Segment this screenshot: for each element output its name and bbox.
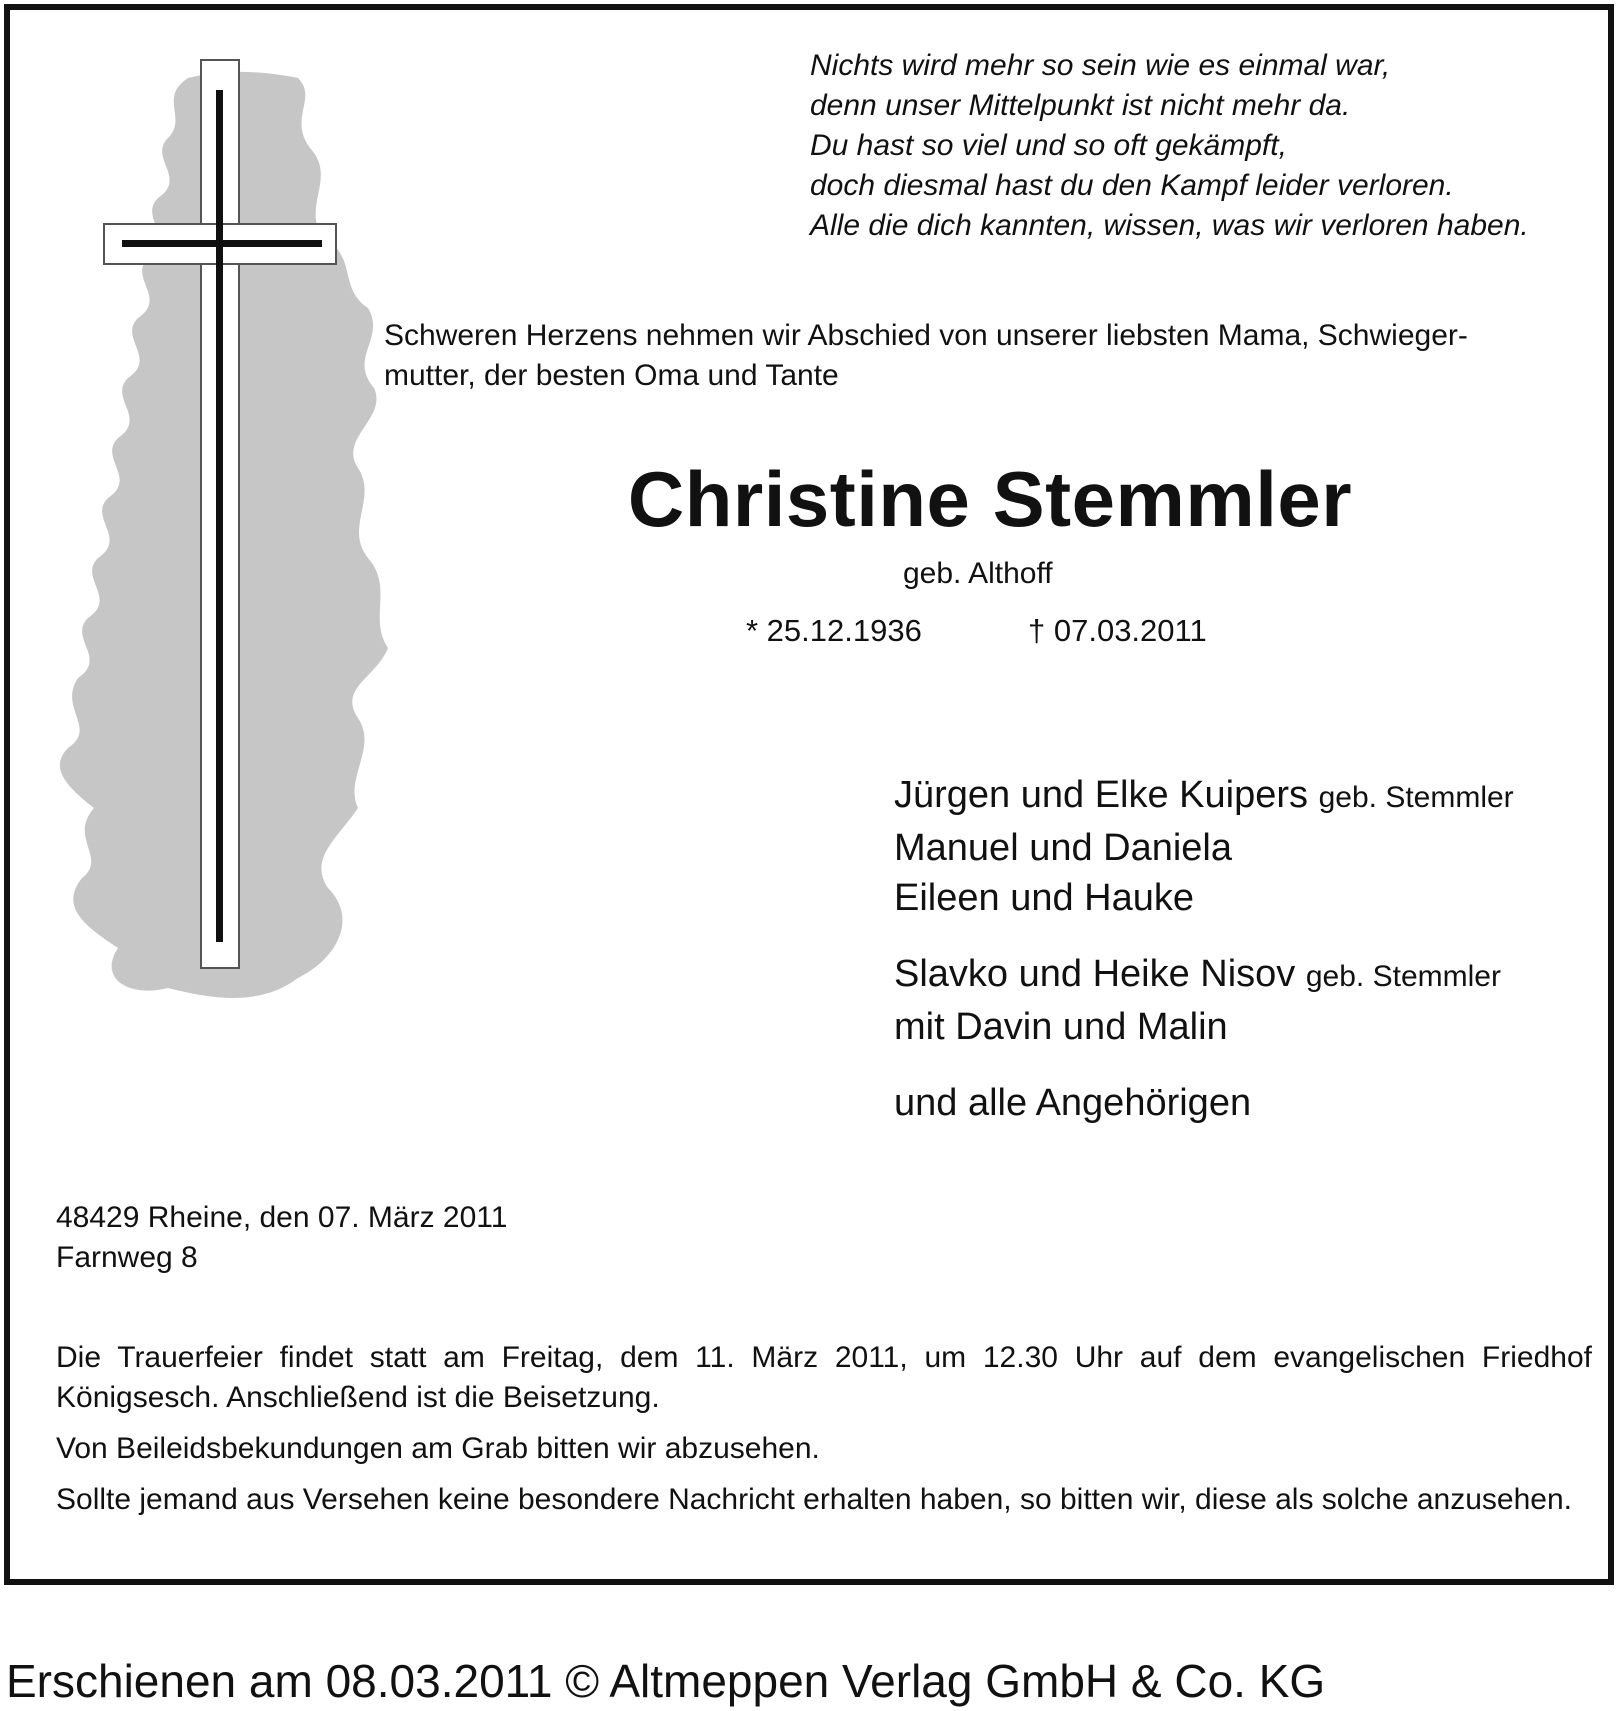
cross-icon	[38, 58, 398, 1038]
address-line: 48429 Rheine, den 07. März 2011	[56, 1201, 508, 1234]
mourner-line	[894, 949, 1624, 1002]
maiden-name-suffix: geb. Stemmler	[1305, 960, 1501, 993]
funeral-note: Die Trauerfeier findet statt am Freitag, dem 11. März 2011, um 12.30 Uhr auf dem evangelischen Friedhof Königsesch. Anschließend ist die Beisetzung.	[56, 1341, 1592, 1414]
poem	[810, 46, 1529, 246]
poem-line: denn unser Mittelpunkt ist nicht mehr da.	[810, 89, 1351, 122]
deceased-name: Christine Stemmler	[627, 455, 1353, 543]
mourner-closing: und alle Angehörigen	[894, 1082, 1252, 1124]
maiden-name-suffix: geb. Stemmler	[1318, 781, 1514, 814]
mourners-list	[894, 770, 1624, 1128]
intro-line: Schweren Herzens nehmen wir Abschied von unserer liebsten Mama, Schwieger-	[384, 319, 1468, 352]
mourner-line: Eileen und Hauke	[894, 877, 1194, 919]
mourner-names: Slavko und Heike Nisov	[894, 953, 1296, 995]
mourner-line: Manuel und Daniela	[894, 827, 1233, 869]
birth-date: * 25.12.1936	[746, 613, 922, 648]
obituary-notice	[4, 4, 1614, 1585]
publication-footer: Erschienen am 08.03.2011 © Altmeppen Verlag GmbH & Co. KG	[6, 1655, 1326, 1707]
notes-block	[56, 1338, 1592, 1531]
address-line: Farnweg 8	[56, 1241, 198, 1274]
intro-line: mutter, der besten Oma und Tante	[384, 359, 839, 392]
cross-horizontal-line	[122, 240, 322, 247]
death-date: † 07.03.2011	[1028, 613, 1207, 648]
poem-line: doch diesmal hast du den Kampf leider verloren.	[810, 169, 1454, 202]
condolence-note: Von Beileidsbekundungen am Grab bitten wir abzusehen.	[56, 1432, 820, 1465]
intro-text	[384, 316, 1604, 396]
poem-line: Alle die dich kannten, wissen, was wir verloren haben.	[810, 209, 1529, 242]
mourner-line: mit Davin und Malin	[894, 1006, 1228, 1048]
mourner-line	[894, 770, 1624, 823]
notice-note: Sollte jemand aus Versehen keine besondere Nachricht erhalten haben, so bitten wir, diese als solche anzusehen.	[56, 1483, 1572, 1516]
maiden-name: geb. Althoff	[903, 557, 1053, 590]
poem-line: Du hast so viel und so oft gekämpft,	[810, 129, 1287, 162]
poem-line: Nichts wird mehr so sein wie es einmal war,	[810, 49, 1391, 82]
mourner-names: Jürgen und Elke Kuipers	[894, 774, 1309, 816]
address-block	[56, 1198, 507, 1278]
